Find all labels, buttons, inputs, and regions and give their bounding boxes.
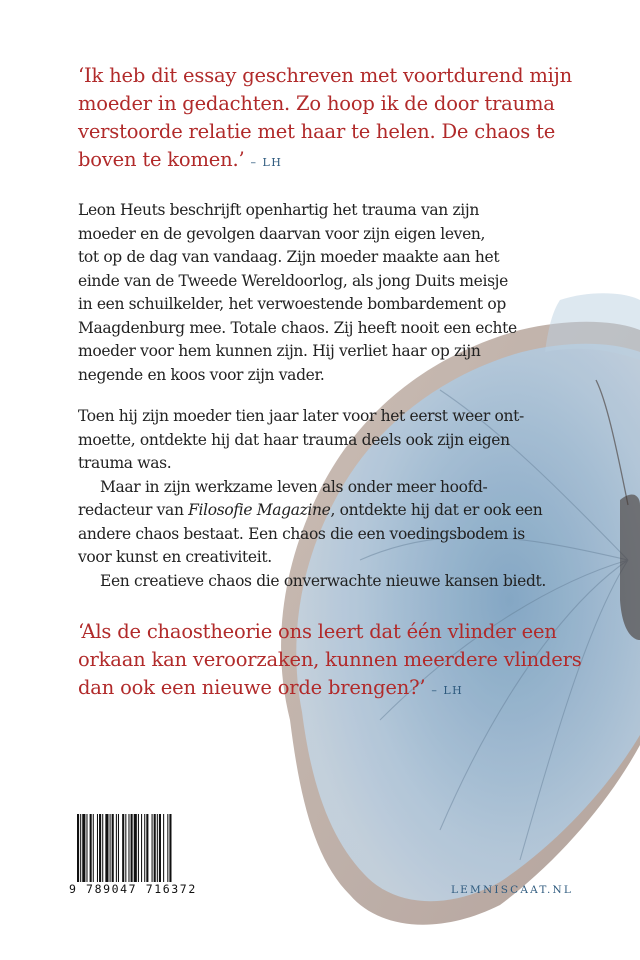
quote-line: boven te komen.’ [78,148,245,171]
quote-attribution: – LH [250,156,283,169]
barcode-bar [93,814,94,882]
body-line: Toen hij zijn moeder tien jaar later voor het eerst weer ont- [78,407,524,425]
barcode-bar [118,814,119,882]
barcode-bar [122,814,124,882]
barcode-bar [146,814,148,882]
barcode-bar [125,814,126,882]
barcode-bar [86,814,87,882]
quote-line: moeder in gedachten. Zo hoop ik de door trauma [78,92,555,115]
barcode-bar [128,814,129,882]
barcode-bar [134,814,137,882]
body-line: Een creatieve chaos die onverwachte nieuwe kansen biedt. [100,571,547,590]
body-line: voor kunst en creativiteit. [78,548,272,566]
body-line: trauma was. [78,454,172,472]
barcode-bar [112,814,114,882]
body-line: moette, ontdekte hij dat haar trauma deels ook zijn eigen [78,430,510,449]
quote-line: ‘Als de chaostheorie ons leert dat één vlinder een [78,620,557,643]
barcode-bar [138,814,139,882]
quote-line: dan ook een nieuwe orde brengen?’ [78,676,426,699]
body-line: andere chaos bestaat. Een chaos die een voedingsbodem is [78,524,525,543]
barcode-bar [169,814,171,882]
body-line: Maar in zijn werkzame leven als onder meer hoofd- [100,477,488,496]
body-line: Maagdenburg mee. Totale chaos. Zij heeft nooit een echte [78,318,517,337]
barcode-bar [110,814,111,882]
publisher-url: LEMNISCAAT.NL [451,884,574,896]
barcode-bar [131,814,133,882]
barcode-bar [152,814,153,882]
body-line [78,499,588,523]
barcode-bar [159,814,161,882]
magazine-title: Filosofie Magazine [188,501,331,519]
body-line: Leon Heuts beschrijft openhartig het trauma van zijn [78,201,480,219]
quote-attribution: – LH [431,684,464,697]
body-line: moeder voor hem kunnen zijn. Hij verliet haar op zijn [78,342,481,360]
barcode-bar [167,814,168,882]
barcode-bar [163,814,164,882]
blurb-paragraph-1 [78,199,588,387]
opening-quote [78,62,598,177]
body-text-fragment: redacteur van [78,501,189,519]
barcode-bar [154,814,156,882]
closing-quote [78,618,598,705]
isbn-barcode [66,810,206,900]
barcode-bar [80,814,81,882]
quote-line: ‘Ik heb dit essay geschreven met voortdurend mijn [78,64,572,87]
barcode-bars [77,814,202,882]
barcode-bar [102,814,103,882]
barcode-bar [99,814,101,882]
body-line: einde van de Tweede Wereldoorlog, als jong Duits meisje [78,271,508,290]
quote-line: verstoorde relatie met haar te helen. De chaos te [78,120,556,143]
barcode-bar [144,814,145,882]
barcode-bar [90,814,92,882]
barcode-bar [116,814,117,882]
body-line: negende en koos voor zijn vader. [78,365,325,384]
body-text-fragment: , ontdekte hij dat er ook een [330,501,543,519]
body-line: moeder en de gevolgen daarvan voor zijn eigen leven, [78,224,486,243]
isbn-number: 9 789047 716372 [69,882,197,896]
body-line: tot op de dag van vandaag. Zijn moeder maakte aan het [78,248,500,266]
barcode-bar [157,814,158,882]
barcode-bar [82,814,85,882]
quote-line: orkaan kan veroorzaken, kunnen meerdere vlinders [78,648,582,671]
blurb-paragraph-2 [78,405,588,593]
barcode-bar [77,814,79,882]
barcode-bar [105,814,108,882]
body-line: in een schuilkelder, het verwoestende bombardement op [78,295,506,313]
barcode-bar [141,814,142,882]
barcode-bar [97,814,98,882]
